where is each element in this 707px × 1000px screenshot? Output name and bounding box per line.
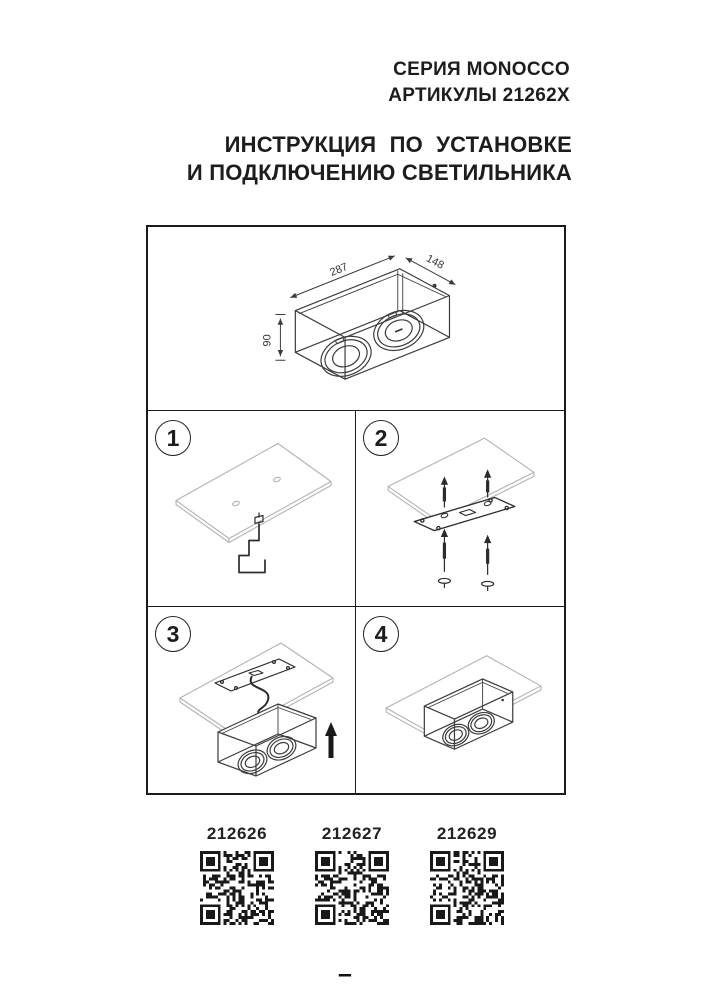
diagram-table bbox=[146, 225, 566, 795]
title-line-1: ИНСТРУКЦИЯ ПО УСТАНОВКЕ bbox=[224, 132, 572, 157]
article-number: 212627 bbox=[321, 824, 383, 843]
qr-item bbox=[200, 824, 274, 925]
qr-code-image bbox=[430, 851, 504, 925]
step-2-cell bbox=[356, 411, 564, 607]
articles-line: АРТИКУЛЫ 21262X bbox=[388, 85, 570, 106]
page-fold-mark: – bbox=[338, 960, 352, 988]
dimension-height-label: 90 bbox=[261, 334, 274, 347]
step-number-badge: 4 bbox=[363, 616, 399, 652]
header-block bbox=[388, 57, 570, 109]
qr-code-image bbox=[315, 851, 389, 925]
article-number: 212629 bbox=[436, 824, 498, 843]
step-3-cell bbox=[148, 607, 356, 793]
up-arrow-icon bbox=[325, 722, 337, 758]
fixture-silhouette bbox=[295, 269, 449, 379]
step-number-badge: 2 bbox=[363, 420, 399, 456]
qr-code-image bbox=[200, 851, 274, 925]
qr-item bbox=[430, 824, 504, 925]
step-number-badge: 3 bbox=[155, 616, 191, 652]
step-1-cell bbox=[148, 411, 356, 607]
article-number: 212626 bbox=[206, 824, 268, 843]
qr-codes-row bbox=[200, 824, 504, 925]
screw-hole-dot bbox=[501, 699, 504, 702]
dimension-length-label: 287 bbox=[328, 260, 350, 279]
step-number-badge: 1 bbox=[155, 420, 191, 456]
ceiling-plate-drawing bbox=[176, 444, 331, 543]
title-line-2: И ПОДКЛЮЧЕНИЮ СВЕТИЛЬНИКА bbox=[186, 160, 572, 185]
product-overview-cell bbox=[148, 227, 564, 411]
dimension-width-label: 148 bbox=[424, 252, 446, 272]
series-name: СЕРИЯ MONOCCO bbox=[393, 59, 570, 80]
product-dimension-drawing bbox=[148, 227, 564, 410]
lower-screws-drawing bbox=[438, 530, 493, 591]
screw-hole-dot bbox=[433, 284, 437, 288]
page-title bbox=[187, 131, 572, 187]
step-4-cell bbox=[356, 607, 564, 793]
qr-item bbox=[315, 824, 389, 925]
